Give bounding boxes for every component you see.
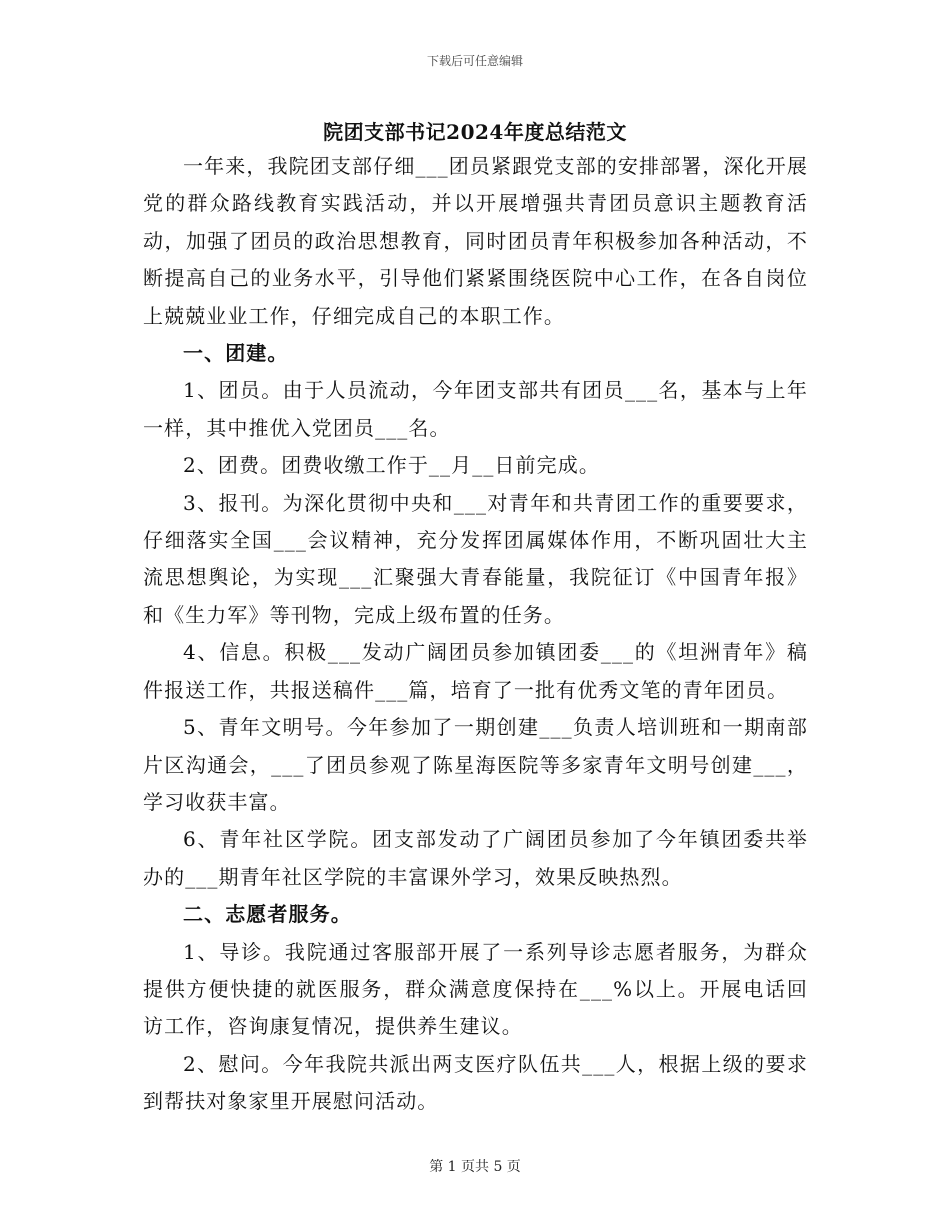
section-heading-team-building: 一、团建。	[183, 341, 289, 366]
section-heading-volunteer: 二、志愿者服务。	[183, 902, 352, 927]
paragraph-members: 1、团员。由于人员流动，今年团支部共有团员___名，基本与上年一样，其中推优入党团员___名。	[143, 378, 808, 440]
document-title: 院团支部书记2024年度总结范文	[323, 120, 627, 144]
page-footer-number: 第 1 页共 5 页	[429, 1159, 521, 1175]
paragraph-fees: 2、团费。团费收缴工作于__月__日前完成。	[183, 453, 600, 478]
paragraph-youth-civilization: 5、青年文明号。今年参加了一期创建___负责人培训班和一期南部片区沟通会，___了团员参观了陈星海医院等多家青年文明号创建___，学习收获丰富。	[143, 715, 808, 814]
paragraph-condolence: 2、慰问。今年我院共派出两支医疗队伍共___人，根据上级的要求到帮扶对象家里开展慰问活动。	[143, 1051, 808, 1114]
paragraph-community-college: 6、青年社区学院。团支部发动了广阔团员参加了今年镇团委共举办的___期青年社区学院的丰富课外学习，效果反映热烈。	[143, 827, 808, 889]
paragraph-information: 4、信息。积极___发动广阔团员参加镇团委___的《坦洲青年》稿件报送工作，共报送稿件___篇，培育了一批有优秀文笔的青年团员。	[143, 640, 808, 702]
intro-paragraph: 一年来，我院团支部仔细___团员紧跟党支部的安排部署，深化开展党的群众路线教育实践活动，并以开展增强共青团员意识主题教育活动，加强了团员的政治思想教育，同时团员青年积极参加各种活动，不断提高自己的业务水平，引导他们紧紧围绕医院中心工作，在各自岗位上兢兢业业工作，仔细完成自己的本职工作。	[143, 154, 808, 328]
paragraph-publications: 3、报刊。为深化贯彻中央和___对青年和共青团工作的重要要求，仔细落实全国___会议精神，充分发挥团属媒体作用，不断巩固壮大主流思想舆论，为实现___汇聚强大青春能量，我院征订《中国青年报》和《生力军》等刊物，完成上级布置的任务。	[143, 490, 808, 627]
paragraph-guidance: 1、导诊。我院通过客服部开展了一系列导诊志愿者服务，为群众提供方便快捷的就医服务，群众满意度保持在___%以上。开展电话回访工作，咨询康复情况，提供养生建议。	[143, 939, 808, 1039]
document-body	[143, 148, 808, 1121]
page-header-note: 下载后可任意编辑	[426, 54, 523, 68]
